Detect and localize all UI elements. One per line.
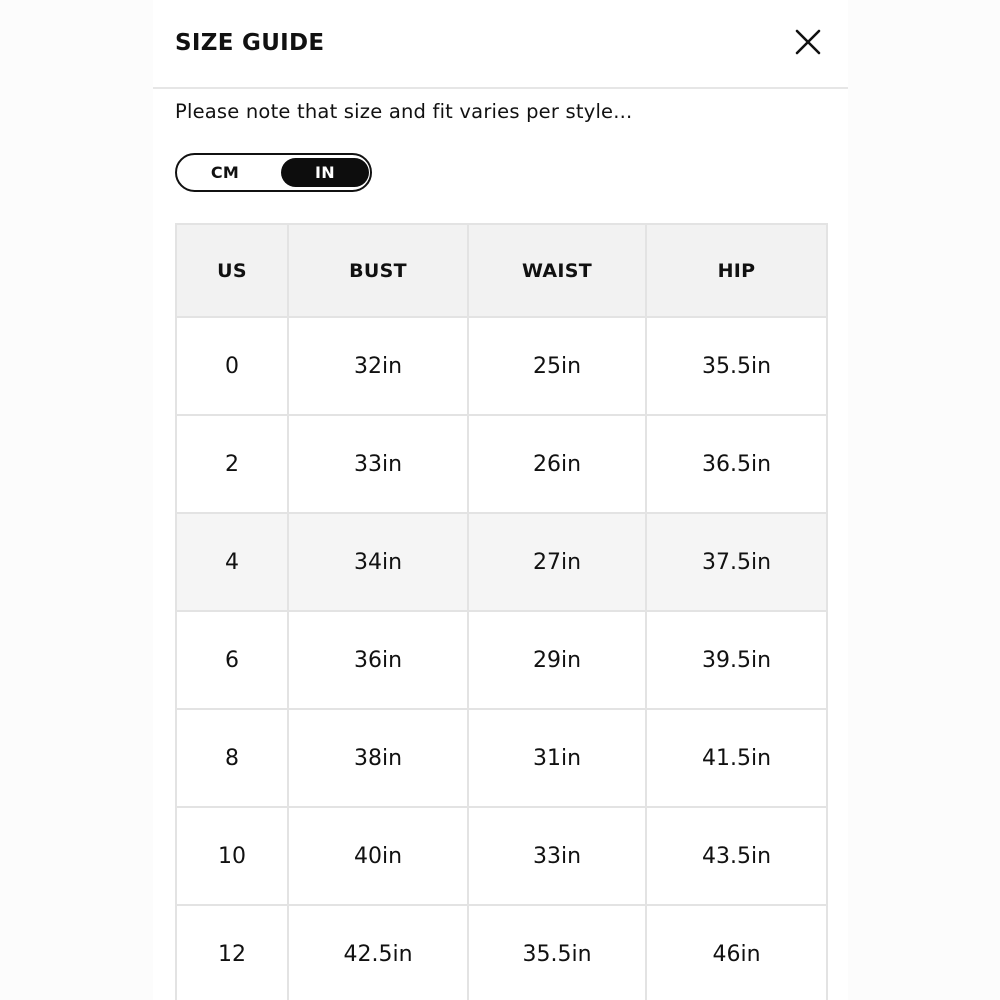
modal-title: SIZE GUIDE xyxy=(175,30,325,56)
cell-hip: 46in xyxy=(646,905,827,1000)
cell-hip: 43.5in xyxy=(646,807,827,905)
cell-bust: 38in xyxy=(288,709,468,807)
size-guide-modal xyxy=(153,0,848,1000)
cell-hip: 35.5in xyxy=(646,317,827,415)
cell-bust: 36in xyxy=(288,611,468,709)
modal-header xyxy=(153,0,848,89)
column-header-waist: WAIST xyxy=(468,224,646,317)
table-row xyxy=(176,513,827,611)
cell-us: 2 xyxy=(176,415,288,513)
cell-waist: 31in xyxy=(468,709,646,807)
table-row xyxy=(176,317,827,415)
cell-hip: 36.5in xyxy=(646,415,827,513)
column-header-bust: BUST xyxy=(288,224,468,317)
cell-waist: 29in xyxy=(468,611,646,709)
cell-hip: 41.5in xyxy=(646,709,827,807)
cell-waist: 27in xyxy=(468,513,646,611)
fit-note: Please note that size and fit varies per style... xyxy=(175,100,633,123)
unit-option-cm[interactable]: CM xyxy=(210,163,240,182)
table-header-row xyxy=(176,224,827,317)
cell-bust: 33in xyxy=(288,415,468,513)
cell-bust: 34in xyxy=(288,513,468,611)
unit-toggle[interactable] xyxy=(175,153,372,192)
column-header-us: US xyxy=(176,224,288,317)
cell-hip: 37.5in xyxy=(646,513,827,611)
table-row xyxy=(176,611,827,709)
cell-waist: 35.5in xyxy=(468,905,646,1000)
cell-us: 6 xyxy=(176,611,288,709)
cell-waist: 25in xyxy=(468,317,646,415)
column-header-hip: HIP xyxy=(646,224,827,317)
close-button[interactable] xyxy=(789,24,827,62)
cell-us: 4 xyxy=(176,513,288,611)
cell-hip: 39.5in xyxy=(646,611,827,709)
table-row xyxy=(176,905,827,1000)
cell-bust: 40in xyxy=(288,807,468,905)
size-table xyxy=(175,223,828,1000)
cell-bust: 42.5in xyxy=(288,905,468,1000)
unit-option-in[interactable]: IN xyxy=(281,158,369,187)
close-icon xyxy=(789,24,827,62)
cell-waist: 33in xyxy=(468,807,646,905)
cell-us: 12 xyxy=(176,905,288,1000)
table-row xyxy=(176,709,827,807)
cell-us: 0 xyxy=(176,317,288,415)
cell-us: 8 xyxy=(176,709,288,807)
cell-bust: 32in xyxy=(288,317,468,415)
table-row xyxy=(176,415,827,513)
table-row xyxy=(176,807,827,905)
cell-waist: 26in xyxy=(468,415,646,513)
cell-us: 10 xyxy=(176,807,288,905)
